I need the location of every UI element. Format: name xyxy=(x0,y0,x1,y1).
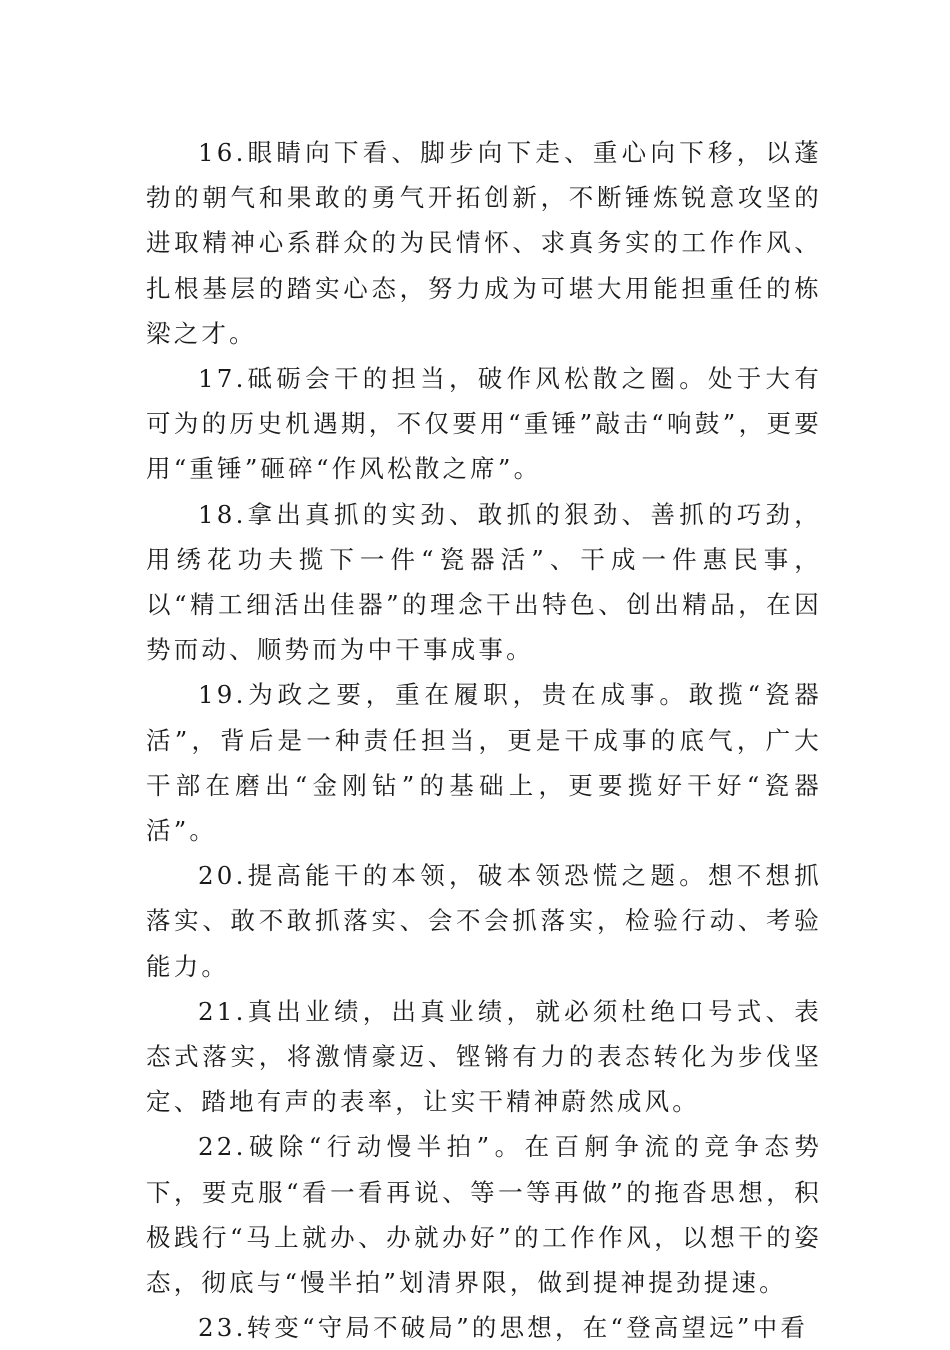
paragraph-16: 16.眼睛向下看、脚步向下走、重心向下移，以蓬勃的朝气和果敢的勇气开拓创新，不断锤炼锐意攻坚的进取精神心系群众的为民情怀、求真务实的工作作风、扎根基层的踏实心态，努力成为可堪大用能担重任的栋梁之才。 xyxy=(146,138,822,348)
paragraph-17: 17.砥砺会干的担当，破作风松散之圈。处于大有可为的历史机遇期，不仅要用“重锤”敲击“响鼓”，更要用“重锤”砸碎“作风松散之席”。 xyxy=(146,364,822,484)
paragraph-21: 21.真出业绩，出真业绩，就必须杜绝口号式、表态式落实，将激情豪迈、铿锵有力的表态转化为步伐坚定、踏地有声的表率，让实干精神蔚然成风。 xyxy=(146,996,822,1117)
document-body xyxy=(146,130,822,1350)
paragraph-22: 22.破除“行动慢半拍”。在百舸争流的竞争态势下，要克服“看一看再说、等一等再做”的拖沓思想，积极践行“马上就办、办就办好”的工作作风，以想干的姿态，彻底与“慢半拍”划清界限，做到提神提劲提速。 xyxy=(146,1132,822,1298)
paragraph-20: 20.提高能干的本领，破本领恐慌之题。想不想抓落实、敢不敢抓落实、会不会抓落实，检验行动、考验能力。 xyxy=(146,861,822,981)
paragraph-23: 23.转变“守局不破局”的思想，在“登高望远”中看 xyxy=(198,1313,809,1343)
paragraph-19: 19.为政之要，重在履职，贵在成事。敢揽“瓷器活”，背后是一种责任担当，更是干成事的底气，广大干部在磨出“金刚钻”的基础上，更要揽好干好“瓷器活”。 xyxy=(146,680,822,846)
paragraph-18: 18.拿出真抓的实劲、敢抓的狠劲、善抓的巧劲，用绣花功夫揽下一件“瓷器活”、干成一件惠民事，以“精工细活出佳器”的理念干出特色、创出精品，在因势而动、顺势而为中干事成事。 xyxy=(146,499,822,665)
